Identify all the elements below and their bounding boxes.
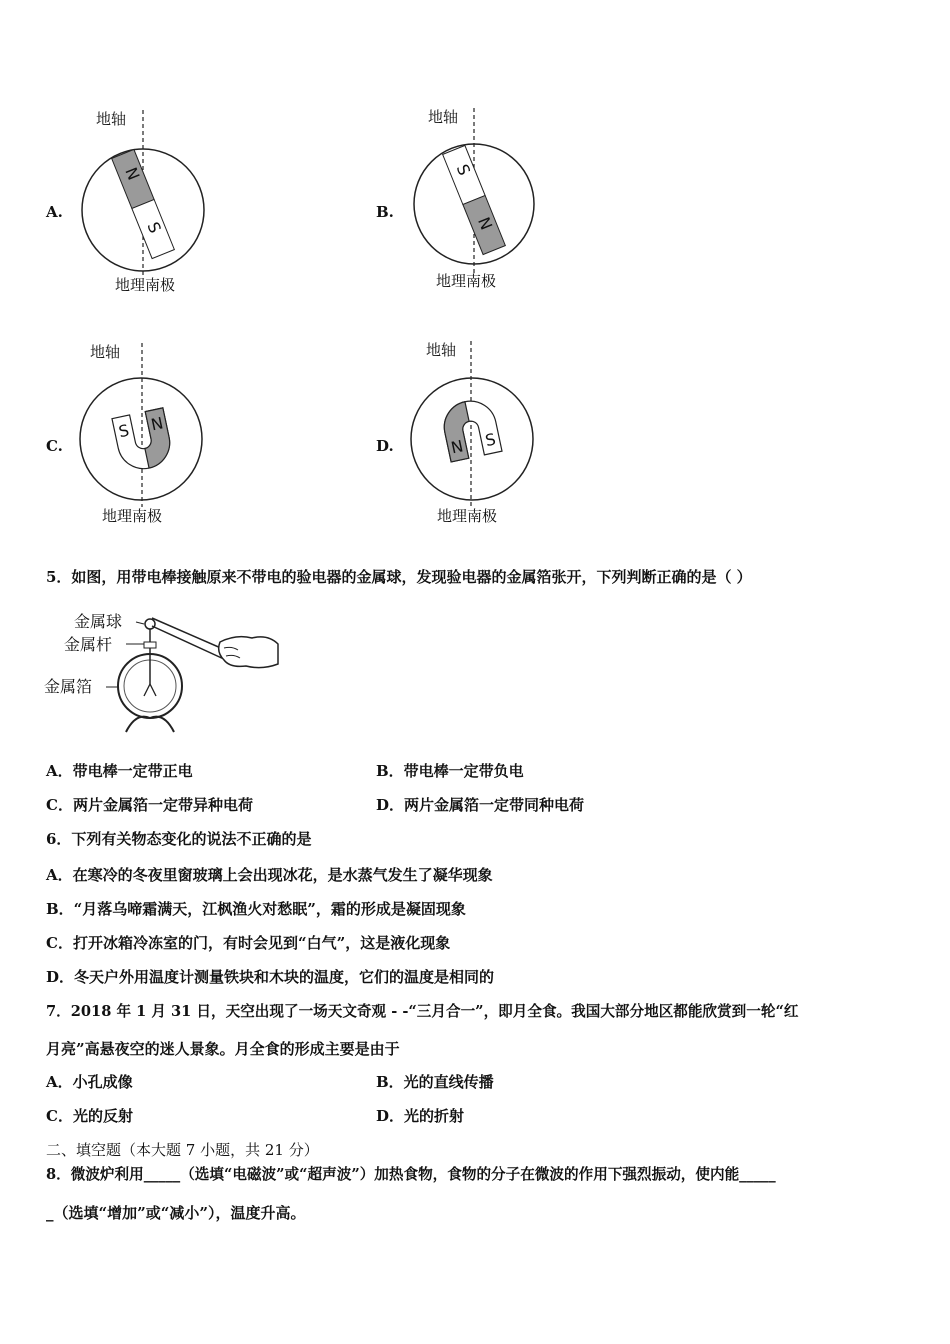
q5-option-d: D．两片金属箔一定带同种电荷 — [376, 796, 585, 814]
u-magnet-pole-right: S — [483, 429, 498, 451]
q7-option-c: C．光的反射 — [46, 1107, 133, 1125]
magnet-pole-top: S — [452, 161, 475, 179]
u-magnet-pole-left: N — [449, 436, 465, 458]
u-magnet — [112, 408, 175, 474]
magnet-pole-bottom: N — [474, 214, 497, 233]
option-b-figure — [408, 100, 548, 300]
earth-axis-label: 地轴 — [90, 343, 121, 361]
metal-rod-label: 金属杆 — [64, 635, 113, 654]
q7-stem-line2: 月亮”高悬夜空的迷人景象。月全食的形成主要是由于 — [46, 1040, 400, 1058]
q6-option-a: A．在寒冷的冬夜里窗玻璃上会出现冰花，是水蒸气发生了凝华现象 — [46, 866, 493, 884]
q8-line2: _（选填“增加”或“减小”），温度升高。 — [46, 1204, 306, 1222]
earth-circle — [411, 378, 533, 500]
bar-magnet — [443, 145, 506, 254]
hand — [219, 637, 278, 668]
option-d-figure — [408, 335, 548, 535]
q6-stem: 6．下列有关物态变化的说法不正确的是 — [46, 830, 312, 848]
q5-option-b: B．带电棒一定带负电 — [376, 762, 524, 780]
earth-axis-label: 地轴 — [96, 110, 127, 128]
magnet-pole-bottom: S — [143, 219, 165, 236]
charged-rod-bottom — [152, 626, 226, 660]
q7-option-d: D．光的折射 — [376, 1107, 465, 1125]
option-c-figure — [78, 335, 218, 535]
south-pole-label: 地理南极 — [437, 507, 498, 525]
ball-leader — [136, 622, 144, 624]
option-a-letter: A. — [46, 203, 63, 221]
q5-option-c: C．两片金属箔一定带异种电荷 — [46, 796, 253, 814]
bar-magnet — [112, 149, 175, 258]
earth-axis-label: 地轴 — [428, 108, 459, 126]
q7-option-a: A．小孔成像 — [46, 1073, 133, 1091]
south-pole-label: 地理南极 — [436, 272, 497, 290]
option-a-figure — [78, 100, 218, 300]
q7-option-b: B．光的直线传播 — [376, 1073, 494, 1091]
rod-insulator — [144, 642, 156, 648]
earth-circle — [80, 378, 202, 500]
electroscope-figure — [40, 604, 280, 739]
section2-heading: 二、填空题（本大题 7 小题，共 21 分） — [46, 1141, 319, 1159]
south-pole-label: 地理南极 — [115, 276, 176, 294]
q5-stem: 5．如图，用带电棒接触原来不带电的验电器的金属球，发现验电器的金属箔张开，下列判断正确的是（ ） — [46, 568, 752, 586]
metal-ball-label: 金属球 — [74, 612, 123, 631]
magnet-pole-top: N — [121, 164, 144, 183]
south-pole-label: 地理南极 — [102, 507, 163, 525]
option-c-letter: C. — [46, 437, 63, 455]
q7-stem-line1: 7．2018 年 1 月 31 日，天空出现了一场天文奇观 - -“三月合一”，即月全食。我国大部分地区都能欣赏到一轮“红 — [46, 1003, 799, 1020]
metal-foil-label: 金属箔 — [44, 677, 93, 696]
electroscope-stand — [126, 717, 174, 732]
option-b-letter: B. — [376, 203, 394, 221]
q6-option-d: D．冬天户外用温度计测量铁块和木块的温度，它们的温度是相同的 — [46, 968, 495, 986]
u-magnet-pole-left: S — [116, 420, 131, 442]
q5-option-a: A．带电棒一定带正电 — [46, 762, 193, 780]
u-magnet-pole-right: N — [149, 413, 165, 435]
option-d-letter: D. — [376, 437, 394, 455]
earth-axis-label: 地轴 — [426, 341, 457, 359]
u-magnet — [439, 396, 502, 462]
q8-line1: 8．微波炉利用_____（选填“电磁波”或“超声波”）加热食物，食物的分子在微波的作用下强烈振动，使内能_____ — [46, 1166, 776, 1183]
q6-option-b: B．“月落乌啼霜满天，江枫渔火对愁眠”，霜的形成是凝固现象 — [46, 900, 466, 918]
q6-option-c: C．打开冰箱冷冻室的门，有时会见到“白气”，这是液化现象 — [46, 934, 451, 952]
